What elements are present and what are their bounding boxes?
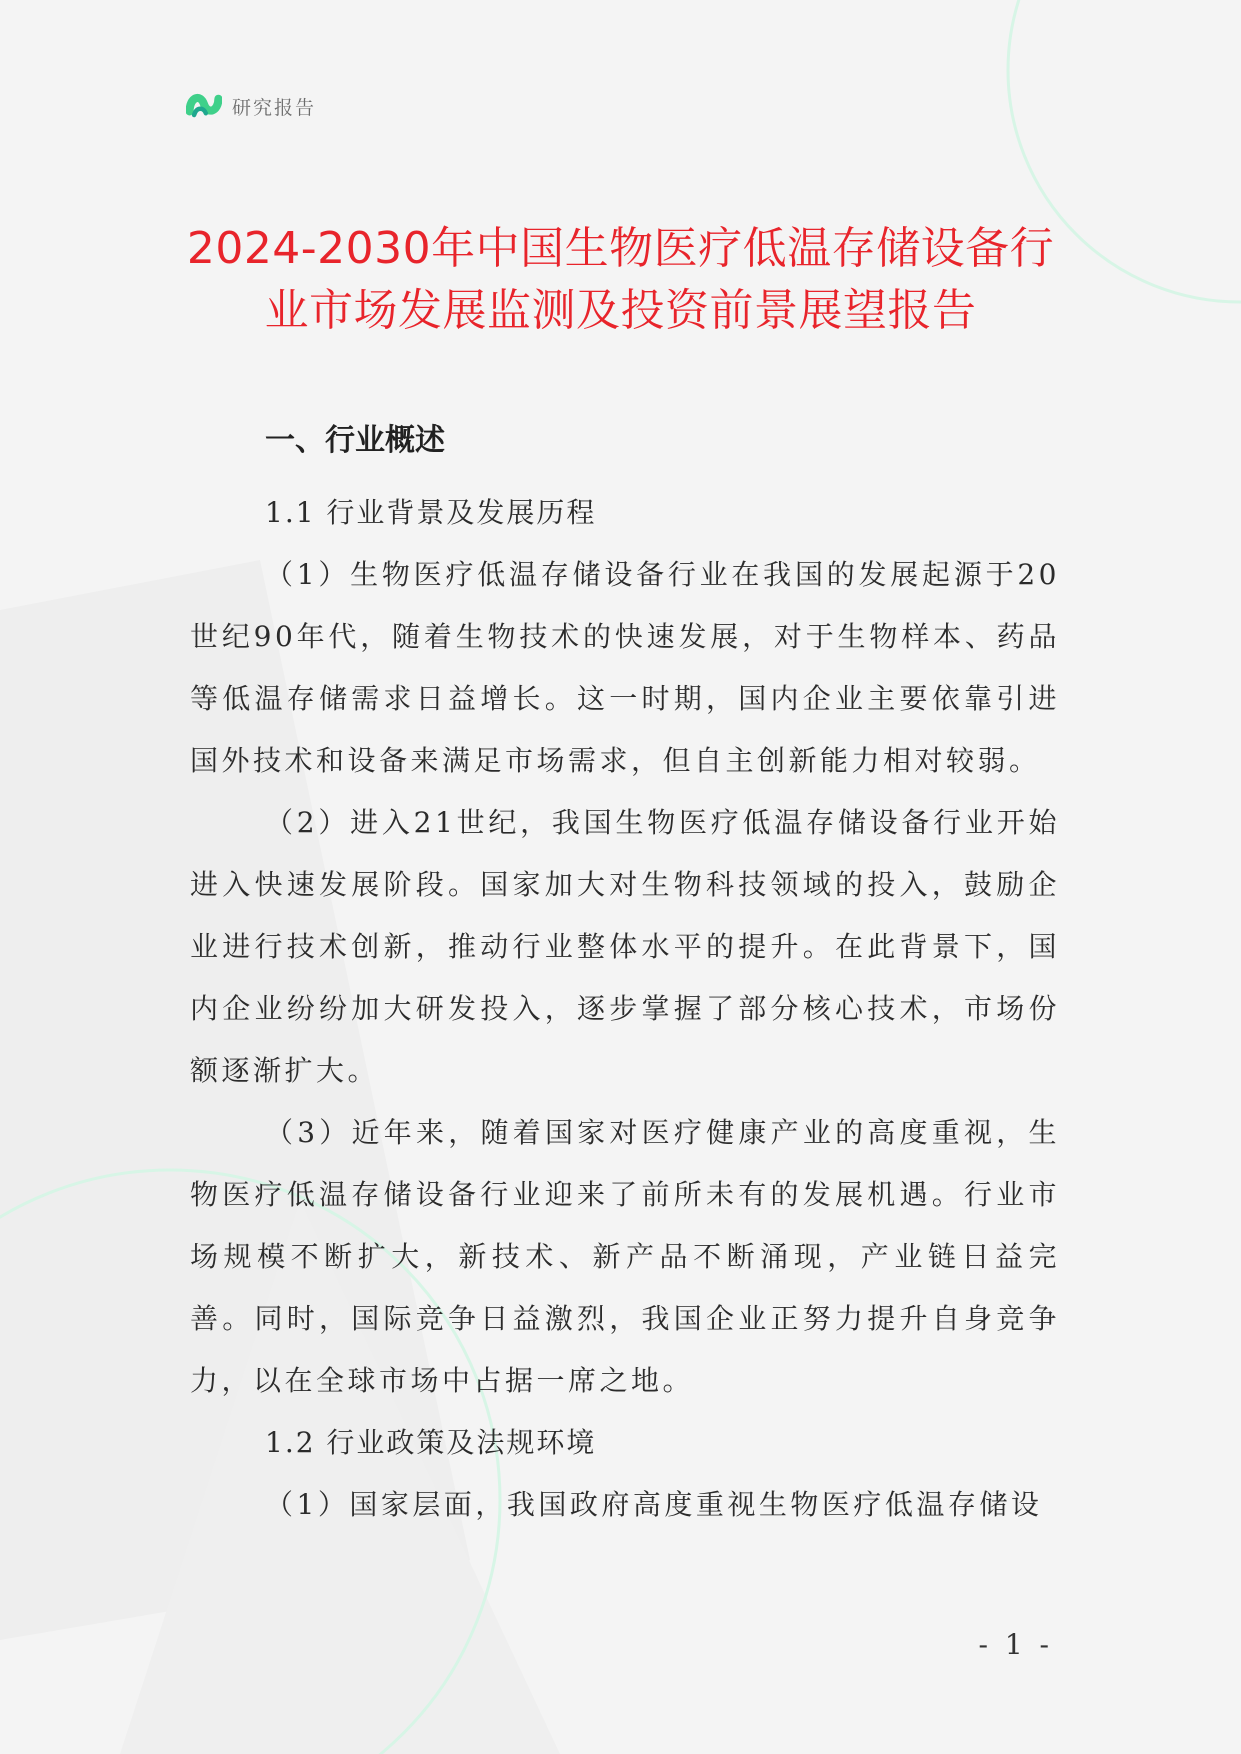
body-paragraph: （3）近年来，随着国家对医疗健康产业的高度重视，生物医疗低温存储设备行业迎来了前所未有的发展机遇。行业市场规模不断扩大，新技术、新产品不断涌现，产业链日益完善。同时，国际竞争日益激烈，我国企业正努力提升自身竞争力，以在全球市场中占据一席之地。 [190, 1116, 1060, 1397]
report-header [186, 88, 316, 124]
body-paragraph: （2）进入21世纪，我国生物医疗低温存储设备行业开始进入快速发展阶段。国家加大对生物科技领域的投入，鼓励企业进行技术创新，推动行业整体水平的提升。在此背景下，国内企业纷纷加大研发投入，逐步掌握了部分核心技术，市场份额逐渐扩大。 [190, 806, 1060, 1087]
report-title-line-2: 业市场发展监测及投资前景展望报告 [264, 285, 977, 336]
page-number: - 1 - [978, 1628, 1053, 1661]
document-body [190, 412, 1060, 1536]
brand-logo-icon [186, 88, 222, 124]
subsection-heading: 1.1 行业背景及发展历程 [265, 496, 597, 529]
subsection-heading: 1.2 行业政策及法规环境 [265, 1426, 597, 1459]
section-heading: 一、行业概述 [265, 423, 445, 458]
body-paragraph: （1）国家层面，我国政府高度重视生物医疗低温存储设 [265, 1488, 1043, 1521]
report-title [150, 218, 1091, 342]
body-paragraph: （1）生物医疗低温存储设备行业在我国的发展起源于20世纪90年代，随着生物技术的快速发展，对于生物样本、药品等低温存储需求日益增长。这一时期，国内企业主要依靠引进国外技术和设备来满足市场需求，但自主创新能力相对较弱。 [190, 558, 1060, 777]
report-title-line-1: 2024-2030年中国生物医疗低温存储设备行 [186, 223, 1055, 274]
header-label: 研究报告 [232, 96, 317, 119]
